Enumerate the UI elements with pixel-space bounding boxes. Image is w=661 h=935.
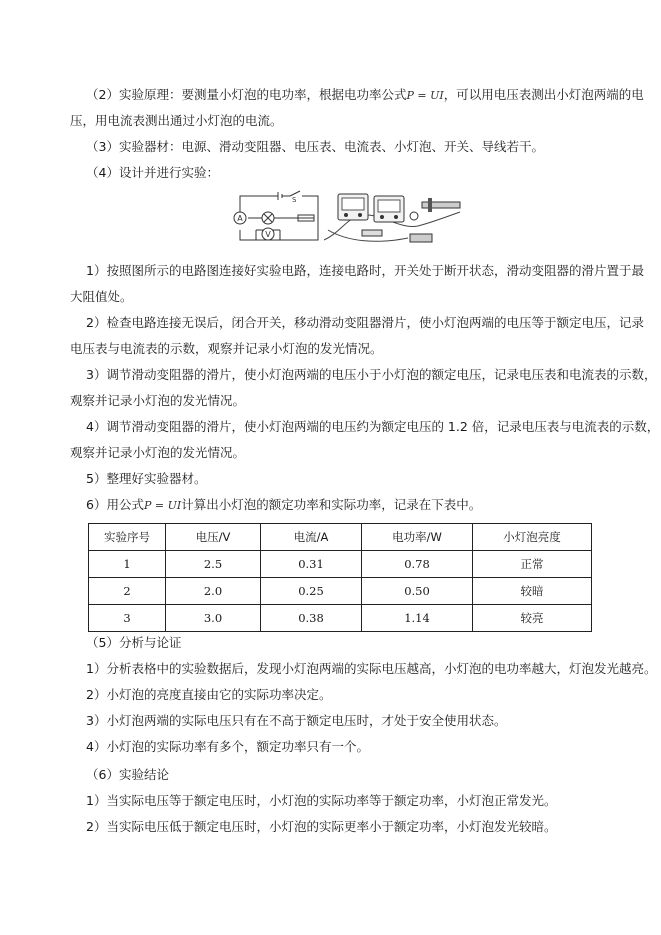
conclusion-heading: （6）实验结论 <box>86 767 169 782</box>
principle-text-b: ，可以用电压表测出小灯泡两端的电 <box>443 87 644 102</box>
cell-power: 1.14 <box>362 605 473 632</box>
svg-text:A: A <box>237 214 243 223</box>
cell-voltage: 2.5 <box>166 551 261 578</box>
step-6-line <box>86 496 481 515</box>
step-1-line-2: 大阻值处。 <box>70 289 133 304</box>
cell-power: 0.50 <box>362 578 473 605</box>
equipment-line: （3）实验器材：电源、滑动变阻器、电压表、电流表、小灯泡、开关、导线若干。 <box>86 139 544 154</box>
cell-brightness: 正常 <box>473 551 592 578</box>
header-power: 电功率/W <box>362 524 473 551</box>
power-formula: P = UI <box>406 89 444 102</box>
conclusion-item-2: 2）当实际电压低于额定电压时，小灯泡的实际更率小于额定功率，小灯泡发光较暗。 <box>86 819 557 834</box>
analysis-item-3: 3）小灯泡两端的实际电压只有在不高于额定电压时，才处于安全使用状态。 <box>86 713 507 728</box>
svg-text:V: V <box>265 230 271 239</box>
header-voltage: 电压/V <box>166 524 261 551</box>
principle-line-1 <box>86 86 644 105</box>
step-6-text-b: 计算出小灯泡的额定功率和实际功率，记录在下表中。 <box>181 497 482 512</box>
cell-brightness: 较亮 <box>473 605 592 632</box>
cell-trial: 3 <box>89 605 166 632</box>
voltmeter-icon <box>262 228 274 240</box>
apparatus-picture <box>324 194 460 242</box>
cell-trial: 1 <box>89 551 166 578</box>
step-1-line-1: 1）按照图所示的电路图连接好实验电路，连接电路时，开关处于断开状态，滑动变阻器的滑片置于最 <box>86 263 644 278</box>
step-4-line-1: 4）调节滑动变阻器的滑片，使小灯泡两端的电压约为额定电压的 1.2 倍，记录电压表与电流表的示数， <box>86 419 660 434</box>
principle-line-2: 压，用电流表测出通过小灯泡的电流。 <box>70 113 283 128</box>
analysis-heading: （5）分析与论证 <box>86 635 182 650</box>
cell-brightness: 较暗 <box>473 578 592 605</box>
lamp-icon <box>262 212 274 224</box>
analysis-item-1: 1）分析表格中的实验数据后，发现小灯泡两端的实际电压越高，小灯泡的电功率越大，灯泡发光越亮。 <box>86 661 657 676</box>
analysis-item-4: 4）小灯泡的实际功率有多个，额定功率只有一个。 <box>86 739 369 754</box>
cell-trial: 2 <box>89 578 166 605</box>
cell-current: 0.25 <box>261 578 362 605</box>
ammeter-icon <box>234 212 246 224</box>
analysis-item-2: 2）小灯泡的亮度直接由它的实际功率决定。 <box>86 687 332 702</box>
step-4-line-2: 观察并记录小灯泡的发光情况。 <box>70 445 246 460</box>
results-table <box>88 523 592 632</box>
header-current: 电流/A <box>261 524 362 551</box>
principle-text-a: （2）实验原理：要测量小灯泡的电功率，根据电功率公式 <box>86 87 407 102</box>
step-3-line-1: 3）调节滑动变阻器的滑片，使小灯泡两端的电压小于小灯泡的额定电压，记录电压表和电流表的示数， <box>86 367 657 382</box>
step-6-formula: P = UI <box>143 499 182 512</box>
switch-label: S <box>292 196 297 204</box>
step-3-line-2: 观察并记录小灯泡的发光情况。 <box>70 393 246 408</box>
cell-current: 0.31 <box>261 551 362 578</box>
design-heading: （4）设计并进行实验： <box>86 165 219 180</box>
cell-voltage: 3.0 <box>166 605 261 632</box>
cell-current: 0.38 <box>261 605 362 632</box>
circuit-diagram <box>228 190 464 248</box>
table-row <box>89 551 592 578</box>
step-6-text-a: 6）用公式 <box>86 497 144 512</box>
step-2-line-2: 电压表与电流表的示数，观察并记录小灯泡的发光情况。 <box>70 341 383 356</box>
table-row <box>89 578 592 605</box>
cell-voltage: 2.0 <box>166 578 261 605</box>
cell-power: 0.78 <box>362 551 473 578</box>
header-trial-no: 实验序号 <box>89 524 166 551</box>
step-2-line-1: 2）检查电路连接无误后，闭合开关，移动滑动变阻器滑片，使小灯泡两端的电压等于额定电压，记录 <box>86 315 644 330</box>
step-5-line: 5）整理好实验器材。 <box>86 471 207 486</box>
table-header-row <box>89 524 592 551</box>
conclusion-item-1: 1）当实际电压等于额定电压时，小灯泡的实际功率等于额定功率，小灯泡正常发光。 <box>86 793 557 808</box>
header-brightness: 小灯泡亮度 <box>473 524 592 551</box>
table-row <box>89 605 592 632</box>
